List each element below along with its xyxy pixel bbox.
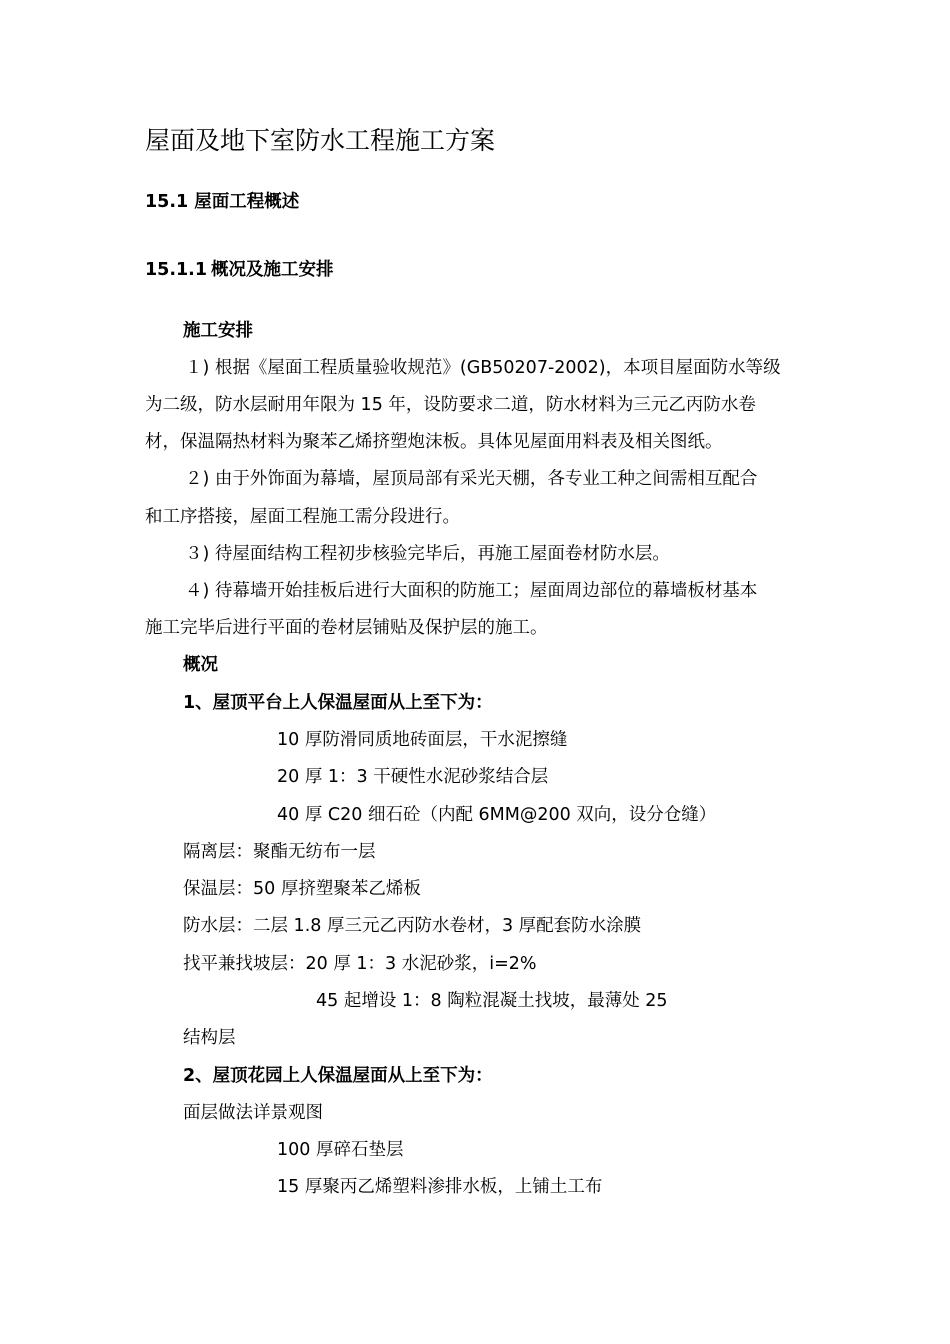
overview-heading: 概况 [183, 655, 218, 675]
roof1-layer: 40 厚 C20 细石砼（内配 6MM@200 双向，设分仓缝） [277, 805, 717, 825]
subsection-heading [145, 258, 334, 282]
arrangement-line: 材，保温隔热材料为聚苯乙烯挤塑炮沫板。具体见屋面用料表及相关图纸。 [145, 432, 723, 452]
roof1-layer: 保温层：50 厚挤塑聚苯乙烯板 [183, 879, 421, 899]
roof2-layer: 面层做法详景观图 [183, 1103, 323, 1123]
subsection-title: 概况及施工安排 [211, 260, 334, 280]
arrangement-line: 和工序搭接，屋面工程施工需分段进行。 [145, 507, 460, 527]
section-heading: 15.1 屋面工程概述 [145, 192, 300, 212]
roof1-layer: 结构层 [183, 1028, 236, 1048]
roof2-heading: 2、屋顶花园上人保温屋面从上至下为： [183, 1066, 493, 1086]
roof1-layer: 45 起增设 1：8 陶粒混凝土找坡，最薄处 25 [316, 991, 668, 1011]
arrangement-line: 为二级，防水层耐用年限为 15 年，设防要求二道，防水材料为三元乙丙防水卷 [145, 395, 756, 415]
document-title: 屋面及地下室防水工程施工方案 [145, 126, 496, 155]
arrangement-line: １) 根据《屋面工程质量验收规范》(GB50207-2002)，本项目屋面防水等级 [185, 358, 781, 378]
roof2-layer: 15 厚聚丙乙烯塑料渗排水板，上铺土工布 [277, 1177, 603, 1197]
subsection-number: 15.1.1 [145, 260, 208, 280]
roof1-heading: 1、屋顶平台上人保温屋面从上至下为： [183, 693, 493, 713]
roof1-layer: 20 厚 1：3 干硬性水泥砂浆结合层 [277, 767, 549, 787]
roof1-layer: 找平兼找坡层：20 厚 1：3 水泥砂浆，i=2% [183, 954, 537, 974]
arrangement-line: ４) 待幕墙开始挂板后进行大面积的防施工；屋面周边部位的幕墙板材基本 [185, 581, 758, 601]
roof2-layer: 100 厚碎石垫层 [277, 1140, 404, 1160]
arrangement-line: ３) 待屋面结构工程初步核验完毕后，再施工屋面卷材防水层。 [185, 544, 670, 564]
arrangement-line: ２) 由于外饰面为幕墙，屋顶局部有采光天棚，各专业工种之间需相互配合 [185, 469, 758, 489]
arrangement-line: 施工完毕后进行平面的卷材层铺贴及保护层的施工。 [145, 618, 548, 638]
roof1-layer: 隔离层：聚酯无纺布一层 [183, 842, 376, 862]
roof1-layer: 防水层：二层 1.8 厚三元乙丙防水卷材，3 厚配套防水涂膜 [183, 916, 642, 936]
roof1-layer: 10 厚防滑同质地砖面层，干水泥擦缝 [277, 730, 568, 750]
arrangement-heading: 施工安排 [183, 321, 253, 341]
